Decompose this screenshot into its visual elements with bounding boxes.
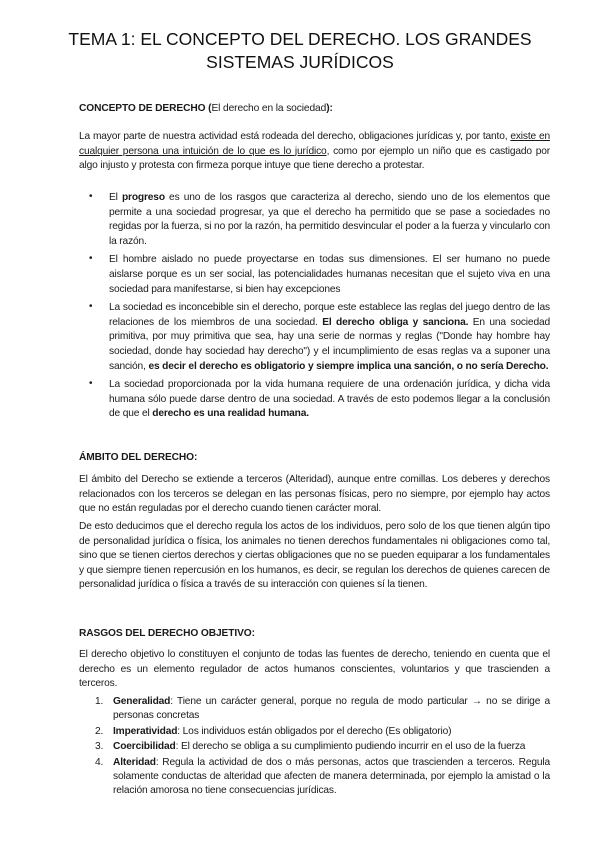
concepto-intro-paragraph: La mayor parte de nuestra actividad está rodeada del derecho, obligaciones jurídicas y, por tanto, existe en cualquier persona una intuición de lo que es lo jurídico, como por ejemplo un niño que es castigado por algo injusto y protesta con firmeza porque intuye que tiene derecho a protestar.: [79, 131, 551, 172]
concepto-bullet-list: [79, 191, 550, 426]
list-item: • El hombre aislado no puede proyectarse en todas sus dimensiones. El ser humano no puede aislarse porque es un ser social, las potencialidades humanas necesitan que el sujeto viva en una sociedad para manifestarse, si bien hay excepciones: [89, 253, 550, 295]
title-line-2: SISTEMAS JURÍDICOS: [206, 52, 394, 72]
ambito-paragraph-1: El ámbito del Derecho se extiende a terceros (Alteridad), aunque entre comillas. Los deberes y derechos relacionados con los terceros se delegan en las personas físicas, pero no siempre, por ejemplo hay actos que no están reguladas por el derecho cuando tienen carácter moral.: [79, 474, 550, 515]
ambito-paragraph-2: De esto deducimos que el derecho regula los actos de los individuos, pero solo de los que tienen algún tipo de personalidad jurídica o física, los animales no tienen derechos fundamentales ni obligaciones como tal, sino que se tienen ciertos derechos y ciertas obligaciones que no se pueden equiparar a los fundamentales y que siempre tienen repercusión en los humanos, es decir, se regulan los derechos de quienes carecen de personalidad jurídica o física a través de su interacción con quienes sí la tienen.: [79, 521, 550, 591]
rasgos-intro-paragraph: El derecho objetivo lo constituyen el conjunto de todas las fuentes de derecho, teniendo en cuenta que el derecho es un elemento regulador de actos humanos conscientes, voluntarios y que trascienden a terceros.: [79, 649, 550, 690]
list-item: • La sociedad es inconcebible sin el derecho, porque este establece las reglas del juego dentro de las relaciones de los miembros de una sociedad. El derecho obliga y sanciona. En una sociedad primitiva, por muy primitiva que sea, hay una serie de normas y reglas ("Donde hay hombre hay sociedad, donde hay sociedad hay derecho") y el incumplimiento de esas reglas va a suponer una sanción, es decir el derecho es obligatorio y siempre implica una sanción, o no sería Derecho.: [89, 301, 550, 372]
section-heading-ambito: ÁMBITO DEL DERECHO:: [79, 452, 198, 463]
list-item: 4. Alteridad: Regula la actividad de dos o más personas, actos que trascienden a terceros. Regula solamente conductas de alteridad que afecten de manera determinada, por ejemplo la amistad o la relación amorosa no tiene consecuencias jurídicas.: [95, 756, 550, 797]
list-item: • El progreso es uno de los rasgos que caracteriza al derecho, siendo uno de los elementos que permite a una sociedad progresar, ya que el derecho ha permitido que se pase a sociedades no regidas por la fuerza, si no por la razón, ha permitido desvincular el poder a la fuerza y vincularlo con la razón.: [89, 191, 550, 247]
list-item: 3. Coercibilidad: El derecho se obliga a su cumplimiento pudiendo incurrir en el uso de la fuerza: [95, 741, 526, 753]
bullet-icon: •: [89, 191, 93, 202]
list-item: • La sociedad proporcionada por la vida humana requiere de una ordenación jurídica, y dicha vida humana sólo puede darse dentro de una sociedad. A través de esto podemos llegar a la conclusión de que el derecho es una realidad humana.: [89, 378, 550, 420]
list-item: 1. Generalidad: Tiene un carácter general, porque no regula de modo particular → no se dirige a personas concretas: [95, 696, 550, 722]
list-item: 2. Imperatividad: Los individuos están obligados por el derecho (Es obligatorio): [95, 725, 452, 737]
page-title: [40, 28, 560, 74]
title-line-1: TEMA 1: EL CONCEPTO DEL DERECHO. LOS GRANDES: [68, 29, 532, 49]
bullet-icon: •: [89, 253, 93, 265]
bullet-icon: •: [89, 378, 93, 390]
rasgos-numbered-list: [95, 695, 550, 800]
section-heading-concepto: CONCEPTO DE DERECHO (El derecho en la sociedad):: [79, 103, 333, 114]
bullet-icon: •: [89, 301, 93, 313]
underlined-phrase: existe en cualquier persona una intuición de lo que es lo jurídico: [79, 131, 550, 157]
section-heading-rasgos: RASGOS DEL DERECHO OBJETIVO:: [79, 628, 255, 639]
